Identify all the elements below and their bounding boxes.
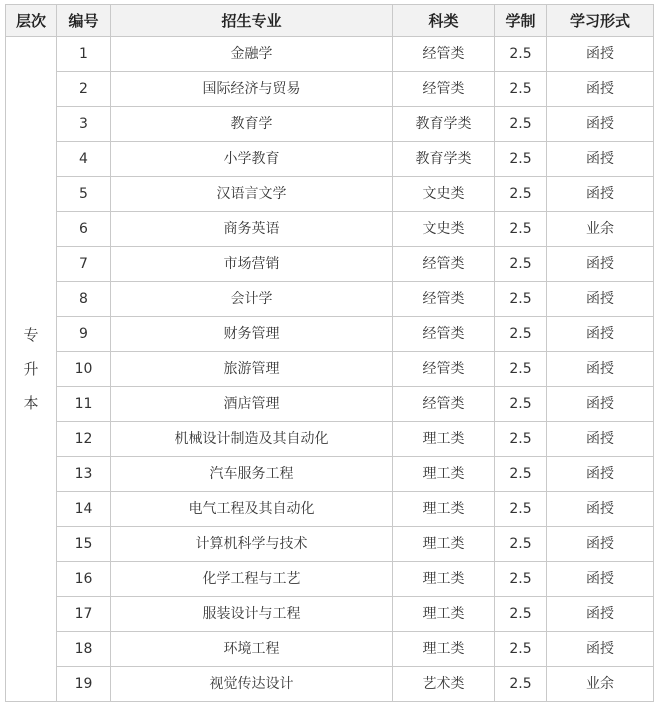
level-cell [6,37,57,702]
study-mode-cell: 函授 [547,177,654,212]
number-cell: 9 [57,317,111,352]
category-cell: 理工类 [393,492,495,527]
table-row [6,492,654,527]
number-cell: 8 [57,282,111,317]
duration-cell: 2.5 [495,177,547,212]
category-cell: 经管类 [393,387,495,422]
admissions-table-container [5,4,654,702]
table-row [6,527,654,562]
header-major: 招生专业 [111,5,393,37]
number-cell: 15 [57,527,111,562]
study-mode-cell: 函授 [547,72,654,107]
number-cell: 13 [57,457,111,492]
table-row [6,72,654,107]
duration-cell: 2.5 [495,632,547,667]
number-cell: 7 [57,247,111,282]
table-row [6,317,654,352]
number-cell: 18 [57,632,111,667]
major-cell: 旅游管理 [111,352,393,387]
header-duration: 学制 [495,5,547,37]
duration-cell: 2.5 [495,562,547,597]
table-row [6,562,654,597]
duration-cell: 2.5 [495,667,547,702]
header-study-mode: 学习形式 [547,5,654,37]
major-cell: 教育学 [111,107,393,142]
number-cell: 11 [57,387,111,422]
table-row [6,597,654,632]
duration-cell: 2.5 [495,527,547,562]
duration-cell: 2.5 [495,212,547,247]
admissions-table [5,4,654,702]
duration-cell: 2.5 [495,387,547,422]
duration-cell: 2.5 [495,317,547,352]
duration-cell: 2.5 [495,597,547,632]
number-cell: 3 [57,107,111,142]
category-cell: 经管类 [393,282,495,317]
duration-cell: 2.5 [495,282,547,317]
study-mode-cell: 函授 [547,457,654,492]
major-cell: 酒店管理 [111,387,393,422]
category-cell: 文史类 [393,177,495,212]
table-row [6,387,654,422]
number-cell: 17 [57,597,111,632]
major-cell: 计算机科学与技术 [111,527,393,562]
study-mode-cell: 函授 [547,282,654,317]
major-cell: 财务管理 [111,317,393,352]
duration-cell: 2.5 [495,247,547,282]
header-number: 编号 [57,5,111,37]
category-cell: 经管类 [393,247,495,282]
number-cell: 19 [57,667,111,702]
category-cell: 理工类 [393,562,495,597]
major-cell: 汉语言文学 [111,177,393,212]
category-cell: 经管类 [393,72,495,107]
category-cell: 经管类 [393,317,495,352]
table-row [6,212,654,247]
category-cell: 理工类 [393,597,495,632]
number-cell: 16 [57,562,111,597]
number-cell: 6 [57,212,111,247]
category-cell: 艺术类 [393,667,495,702]
duration-cell: 2.5 [495,422,547,457]
number-cell: 5 [57,177,111,212]
table-row [6,667,654,702]
table-row [6,422,654,457]
major-cell: 国际经济与贸易 [111,72,393,107]
table-row [6,37,654,72]
table-row [6,247,654,282]
table-row [6,457,654,492]
major-cell: 机械设计制造及其自动化 [111,422,393,457]
study-mode-cell: 函授 [547,632,654,667]
table-row [6,352,654,387]
number-cell: 1 [57,37,111,72]
duration-cell: 2.5 [495,72,547,107]
study-mode-cell: 函授 [547,387,654,422]
duration-cell: 2.5 [495,142,547,177]
major-cell: 金融学 [111,37,393,72]
duration-cell: 2.5 [495,37,547,72]
major-cell: 市场营销 [111,247,393,282]
major-cell: 小学教育 [111,142,393,177]
study-mode-cell: 函授 [547,247,654,282]
study-mode-cell: 函授 [547,562,654,597]
header-level: 层次 [6,5,57,37]
major-cell: 环境工程 [111,632,393,667]
study-mode-cell: 函授 [547,142,654,177]
category-cell: 理工类 [393,457,495,492]
header-category: 科类 [393,5,495,37]
table-row [6,282,654,317]
category-cell: 理工类 [393,422,495,457]
table-row [6,107,654,142]
study-mode-cell: 函授 [547,107,654,142]
study-mode-cell: 函授 [547,422,654,457]
major-cell: 汽车服务工程 [111,457,393,492]
number-cell: 14 [57,492,111,527]
study-mode-cell: 函授 [547,317,654,352]
study-mode-cell: 业余 [547,667,654,702]
major-cell: 商务英语 [111,212,393,247]
table-row [6,632,654,667]
category-cell: 文史类 [393,212,495,247]
study-mode-cell: 函授 [547,37,654,72]
number-cell: 4 [57,142,111,177]
study-mode-cell: 函授 [547,352,654,387]
study-mode-cell: 函授 [547,527,654,562]
level-text: 专升本 [23,326,39,412]
category-cell: 理工类 [393,632,495,667]
table-row [6,177,654,212]
category-cell: 理工类 [393,527,495,562]
number-cell: 2 [57,72,111,107]
major-cell: 化学工程与工艺 [111,562,393,597]
duration-cell: 2.5 [495,107,547,142]
table-header [6,5,654,37]
study-mode-cell: 函授 [547,597,654,632]
major-cell: 会计学 [111,282,393,317]
duration-cell: 2.5 [495,457,547,492]
number-cell: 12 [57,422,111,457]
major-cell: 视觉传达设计 [111,667,393,702]
header-row [6,5,654,37]
duration-cell: 2.5 [495,352,547,387]
category-cell: 经管类 [393,37,495,72]
major-cell: 服装设计与工程 [111,597,393,632]
category-cell: 教育学类 [393,142,495,177]
duration-cell: 2.5 [495,492,547,527]
category-cell: 经管类 [393,352,495,387]
number-cell: 10 [57,352,111,387]
table-body [6,37,654,702]
category-cell: 教育学类 [393,107,495,142]
table-row [6,142,654,177]
major-cell: 电气工程及其自动化 [111,492,393,527]
study-mode-cell: 业余 [547,212,654,247]
study-mode-cell: 函授 [547,492,654,527]
